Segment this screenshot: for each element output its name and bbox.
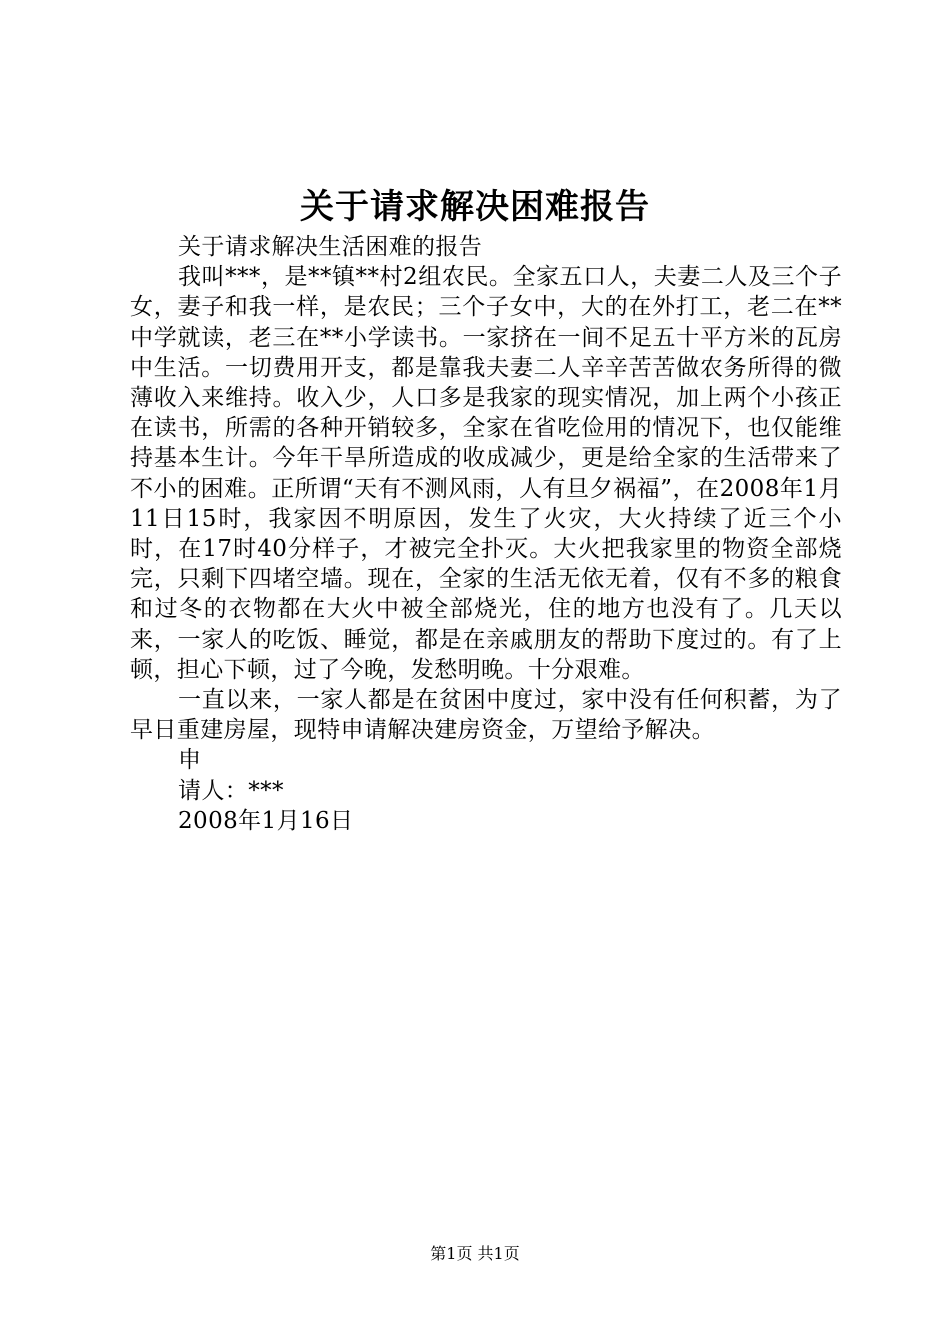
body-paragraph-2: 一直以来，一家人都是在贫困中度过，家中没有任何积蓄，为了早日重建房屋，现特申请解决建房资金，万望给予解决。 [130, 687, 842, 744]
document-subtitle: 关于请求解决生活困难的报告 [178, 234, 483, 260]
page-footer: 第1页 共1页 [430, 1244, 520, 1263]
document-body [130, 232, 842, 836]
signature-line-2: 请人：*** [178, 777, 284, 804]
document-date: 2008年1月16日 [178, 807, 354, 834]
document-title: 关于请求解决困难报告 [300, 187, 650, 227]
body-paragraph-1: 我叫***，是**镇**村2组农民。全家五口人，夫妻二人及三个子女，妻子和我一样，是农民；三个子女中，大的在外打工，老二在**中学就读，老三在**小学读书。一家挤在一间不足五十平方米的瓦房中生活。一切费用开支，都是靠我夫妻二人辛辛苦苦做农务所得的微薄收入来维持。收入少，人口多是我家的现实情况，加上两个小孩正在读书，所需的各种开销较多，全家在省吃俭用的情况下，也仅能维持基本生计。今年干旱所造成的收成减少，更是给全家的生活带来了不小的困难。正所谓“天有不测风雨，人有旦夕祸福”，在2008年1月11日15时，我家因不明原因，发生了火灾，大火持续了近三个小时，在17时40分样子，才被完全扑灭。大火把我家里的物资全部烧完，只剩下四堵空墙。现在，全家的生活无依无着，仅有不多的粮食和过冬的衣物都在大火中被全部烧光，住的地方也没有了。几天以来，一家人的吃饭、睡觉，都是在亲戚朋友的帮助下度过的。有了上顿，担心下顿，过了今晚，发愁明晚。十分艰难。 [130, 264, 842, 683]
signature-line-1: 申 [178, 747, 202, 774]
